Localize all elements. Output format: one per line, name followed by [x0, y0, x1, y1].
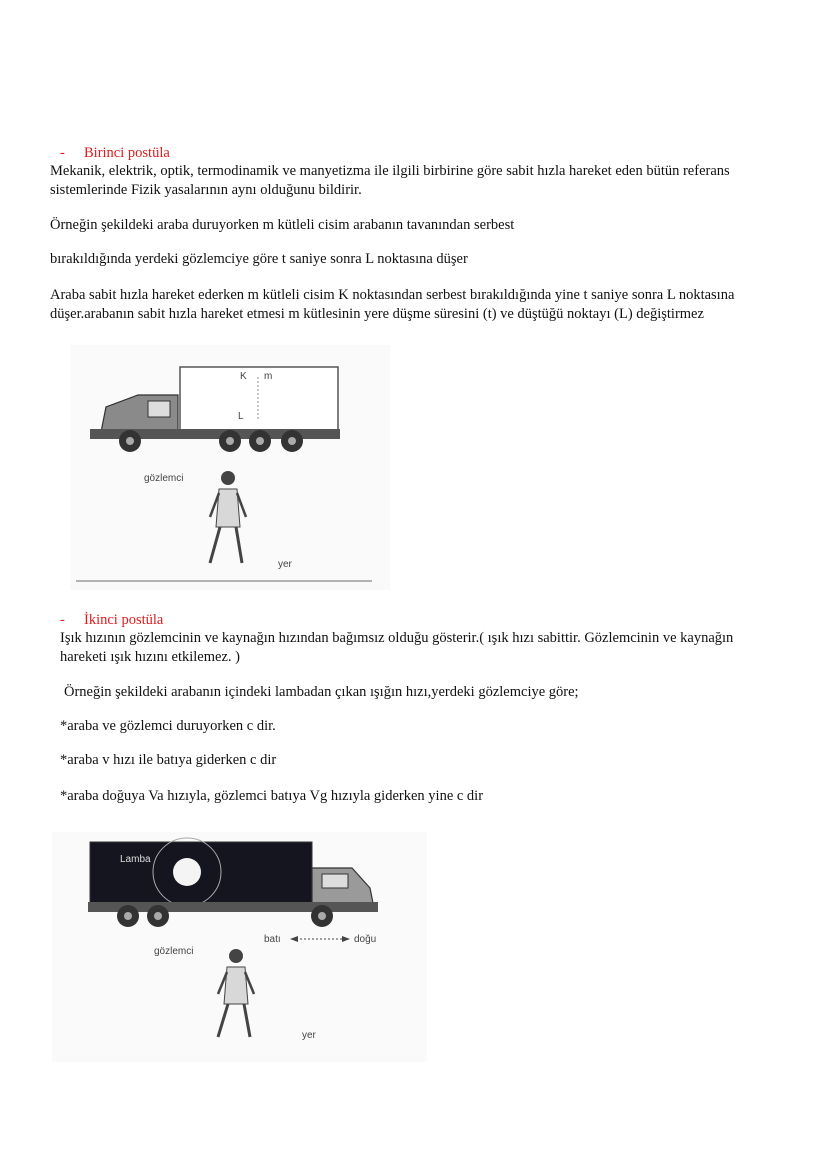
section2-heading-text: İkinci postüla	[84, 612, 164, 628]
bullet-dash: -	[60, 145, 65, 161]
section1-paragraph-2: Örneğin şekildeki araba duruyorken m kütleli cisim arabanın tavanından serbest	[50, 217, 515, 233]
section1-paragraph-1: Mekanik, elektrik, optik, termodinamik ve manyetizma ile ilgili birbirine göre sabit hızla hareket eden bütün referans sistemlerinde Fizik yasalarının aynı olduğunu bildirir.	[50, 163, 730, 198]
label-east: doğu	[354, 934, 377, 945]
section2-heading	[60, 612, 163, 629]
truck-cargo-box-dark	[90, 842, 312, 904]
label-l: L	[238, 411, 244, 422]
figure-truck-falling-mass	[70, 345, 390, 590]
section2-paragraph-1: Işık hızının gözlemcinin ve kaynağın hızından bağımsız olduğu gösterir.( ışık hızı sabittir. Gözlemcinin ve kaynağın hareketi ışık hızını etkilemez. )	[60, 630, 734, 665]
label-observer: gözlemci	[144, 473, 184, 484]
lamp-icon	[173, 858, 201, 886]
truck-cargo-box	[180, 367, 338, 435]
truck-window	[322, 874, 348, 888]
section1-paragraph-4: Araba sabit hızla hareket ederken m kütleli cisim K noktasından serbest bırakıldığında yine t saniye sonra L noktasına düşer.arabanın sabit hızla hareket etmesi m kütlesinin yere düşme süresini (t) ve düştüğü noktayı (L) değiştirmez	[50, 287, 735, 322]
truck-window	[148, 401, 170, 417]
section1-heading	[60, 145, 170, 162]
label-lamp: Lamba	[120, 854, 151, 865]
figure-truck-lamp	[52, 832, 427, 1062]
label-west: batı	[264, 934, 281, 945]
label-observer: gözlemci	[154, 946, 194, 957]
section2-paragraph-5: *araba doğuya Va hızıyla, gözlemci batıya Vg hızıyla giderken yine c dir	[60, 788, 484, 804]
section1-heading-text: Birinci postüla	[84, 145, 170, 161]
label-m: m	[264, 371, 273, 382]
bullet-dash: -	[60, 612, 65, 628]
label-ground: yer	[302, 1030, 316, 1041]
section1-paragraph-3: bırakıldığında yerdeki gözlemciye göre t saniye sonra L noktasına düşer	[50, 251, 468, 267]
section2-paragraph-3: *araba ve gözlemci duruyorken c dir.	[60, 718, 276, 734]
section2-paragraph-4: *araba v hızı ile batıya giderken c dir	[60, 752, 277, 768]
label-k: K	[240, 371, 247, 382]
section2-paragraph-2: Örneğin şekildeki arabanın içindeki lambadan çıkan ışığın hızı,yerdeki gözlemciye göre;	[64, 684, 579, 700]
label-ground: yer	[278, 559, 292, 570]
